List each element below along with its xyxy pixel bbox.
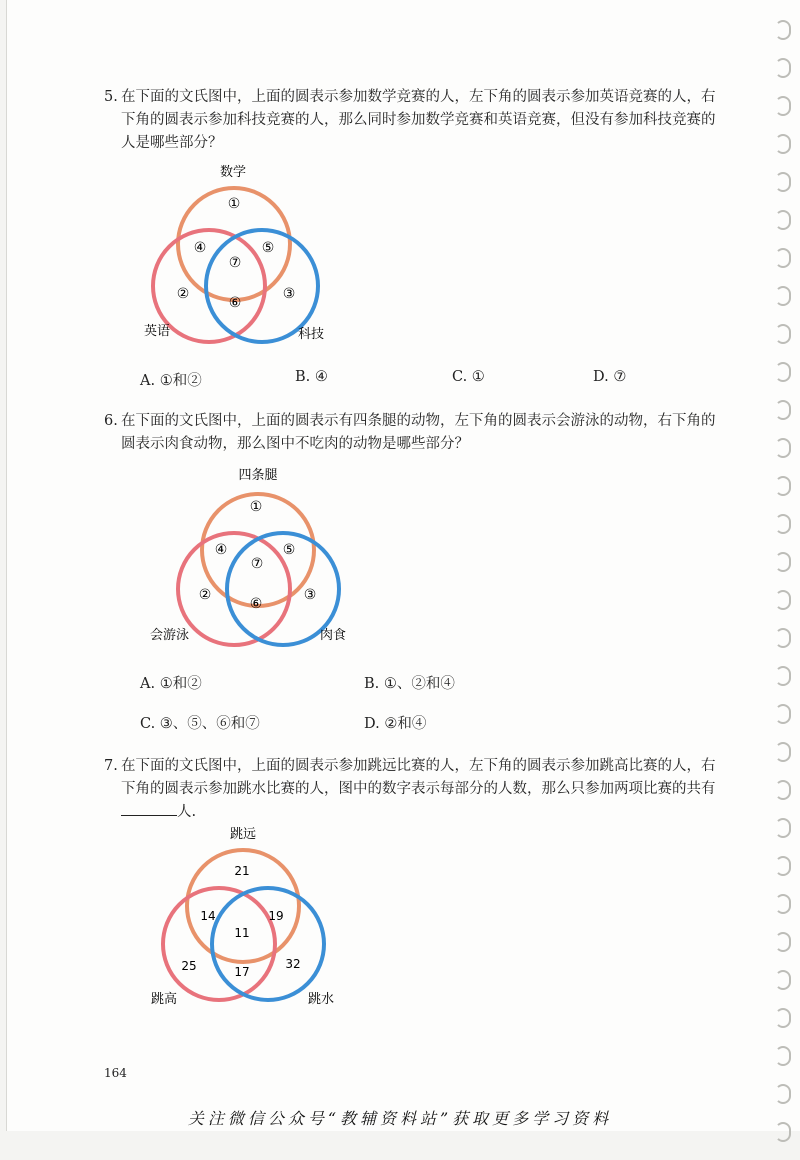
label-left: 英语: [144, 324, 171, 339]
answer-blank[interactable]: [121, 801, 177, 816]
question-number: 5.: [104, 89, 118, 105]
page-number: 164: [104, 1066, 127, 1080]
footer-banner: 关注微信公众号“教辅资料站”获取更多学习资料: [187, 1109, 613, 1128]
region-tl: 14: [200, 909, 216, 923]
label-top: 跳远: [229, 827, 257, 842]
label-left: 跳高: [151, 992, 178, 1007]
page: [6, 0, 800, 1131]
region-top: ①: [227, 196, 241, 212]
region-tl: ④: [193, 240, 207, 256]
venn-diagram-5: [138, 158, 338, 348]
region-center: ⑦: [228, 255, 242, 271]
region-center: ⑦: [250, 556, 264, 572]
question-text: 在下面的文氏图中，上面的圆表示有四条腿的动物，左下角的圆表示会游泳的动物，右下角的圆表示肉食动物，那么图中不吃肉的动物是哪些部分？: [121, 413, 716, 452]
question-6: [104, 410, 724, 456]
region-left: 25: [181, 959, 197, 973]
circle-left: [178, 533, 290, 645]
question-7: [104, 755, 724, 824]
option-b[interactable]: B. ④: [295, 369, 328, 385]
region-bottom: ⑥: [228, 295, 242, 311]
region-tl: ④: [214, 542, 228, 558]
region-tr: ⑤: [261, 240, 275, 256]
region-center: 11: [234, 926, 250, 940]
venn-diagram-7: [145, 820, 350, 1010]
option-b[interactable]: B. ①、②和④: [364, 676, 455, 692]
option-d[interactable]: D. ⑦: [593, 369, 627, 385]
option-c[interactable]: C. ③、⑤、⑥和⑦: [140, 716, 260, 732]
venn-diagram-6: [150, 463, 360, 653]
region-left: ②: [176, 286, 190, 302]
region-right: ③: [282, 286, 296, 302]
region-top: 21: [234, 864, 250, 878]
region-bottom: ⑥: [249, 596, 263, 612]
region-left: ②: [198, 587, 212, 603]
binder-rings: [771, 20, 793, 1160]
label-right: 科技: [298, 327, 325, 342]
option-a[interactable]: A. ①和②: [140, 373, 202, 389]
region-tr: 19: [268, 909, 284, 923]
question-number: 7.: [104, 758, 118, 774]
question-number: 6.: [104, 413, 118, 429]
question-text: 在下面的文氏图中，上面的圆表示参加跳远比赛的人，左下角的圆表示参加跳高比赛的人，右下角的圆表示参加跳水比赛的人，图中的数字表示每部分的人数，那么只参加两项比赛的共有人.: [121, 758, 716, 820]
region-top: ①: [249, 499, 263, 515]
circle-right: [212, 888, 324, 1000]
region-right: 32: [285, 957, 301, 971]
label-right: 跳水: [308, 992, 335, 1007]
question-5: [104, 86, 724, 155]
option-d[interactable]: D. ②和④: [364, 716, 427, 732]
region-right: ③: [303, 587, 317, 603]
region-tr: ⑤: [282, 542, 296, 558]
region-bottom: 17: [234, 965, 250, 979]
label-right: 肉食: [320, 628, 347, 643]
question-text: 在下面的文氏图中，上面的圆表示参加数学竞赛的人，左下角的圆表示参加英语竞赛的人，右下角的圆表示参加科技竞赛的人，那么同时参加数学竞赛和英语竞赛，但没有参加科技竞赛的人是哪些部分？: [121, 89, 716, 151]
label-left: 会游泳: [150, 628, 190, 643]
label-top: 数学: [219, 165, 247, 180]
circle-left: [163, 888, 275, 1000]
label-top: 四条腿: [238, 468, 278, 483]
option-a[interactable]: A. ①和②: [140, 676, 202, 692]
option-c[interactable]: C. ①: [452, 369, 485, 385]
